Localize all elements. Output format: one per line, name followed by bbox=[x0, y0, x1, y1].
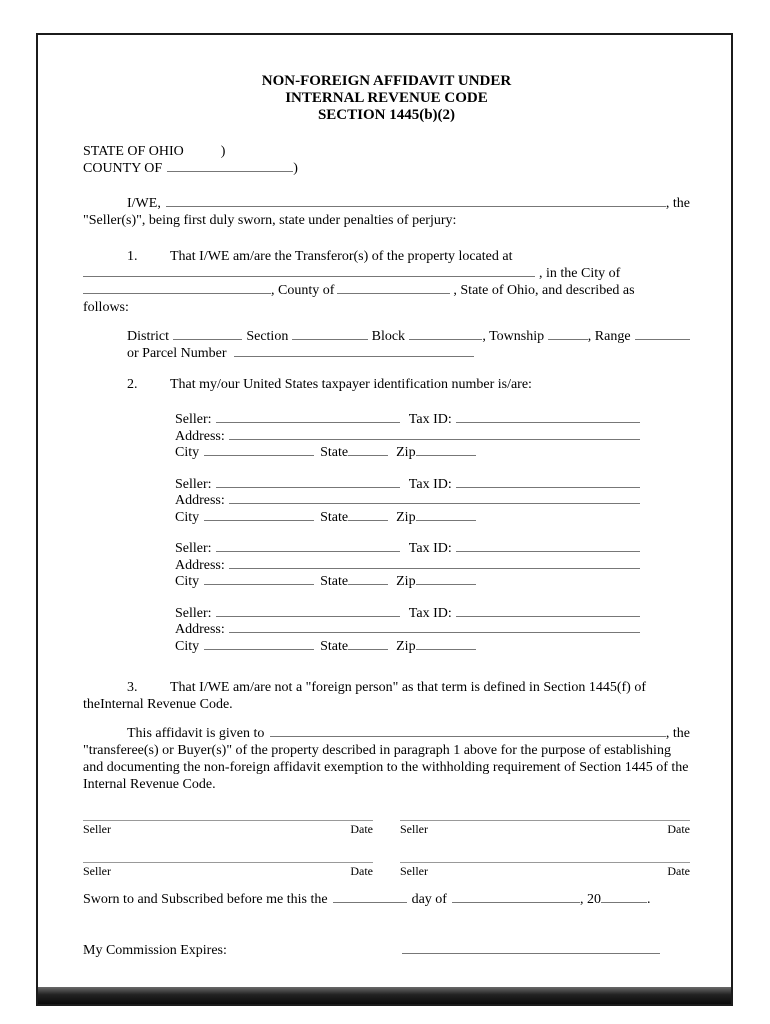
commission-date-blank bbox=[402, 942, 660, 954]
county-paren: ) bbox=[293, 161, 298, 176]
item-1 bbox=[83, 248, 690, 316]
seller-info-block-1 bbox=[175, 411, 640, 461]
property-county-blank bbox=[337, 282, 450, 294]
item-2-number: 2. bbox=[127, 377, 138, 392]
state-blank bbox=[348, 573, 388, 585]
zip-blank bbox=[416, 573, 476, 585]
city-label: City bbox=[175, 638, 200, 654]
day-blank bbox=[333, 891, 407, 903]
address-label: Address: bbox=[175, 428, 225, 444]
section-label: Section bbox=[246, 329, 289, 344]
affidavit-body: "transferee(s) or Buyer(s)" of the property described in paragraph 1 above for the purpose of establishing and documenting the non-foreign affidavit exemption to the withholding requirement of Section 1445 of the Internal Revenue Code. bbox=[83, 743, 689, 792]
state-label: State bbox=[320, 445, 349, 460]
district-label: District bbox=[127, 329, 169, 344]
township-blank bbox=[548, 328, 588, 340]
city-blank bbox=[204, 444, 314, 456]
tax-id-label: Tax ID: bbox=[408, 476, 452, 492]
intro-line-1 bbox=[83, 195, 690, 212]
seller-sig-label: Seller bbox=[400, 864, 428, 878]
year-blank bbox=[601, 891, 647, 903]
item-1-lead: That I/WE am/are the Transferor(s) of the property located at bbox=[170, 249, 513, 264]
seller-taxid-line bbox=[175, 476, 640, 493]
affidavit-page bbox=[36, 33, 733, 1006]
item-3-lead-line bbox=[83, 679, 690, 696]
intro-paragraph bbox=[83, 195, 690, 229]
seller-name-blank bbox=[216, 476, 400, 488]
signature-section bbox=[83, 820, 690, 878]
city-blank bbox=[204, 509, 314, 521]
follows-label: follows: bbox=[83, 300, 129, 315]
zip-label: Zip bbox=[396, 445, 416, 460]
date-sig-label: Date bbox=[667, 864, 690, 878]
seller-taxid-line bbox=[175, 540, 640, 557]
city-state-zip-line bbox=[175, 573, 640, 590]
item-3-line-1: That I/WE am/are not a "foreign person" as that term is defined in Section 1445(f) of bbox=[170, 680, 646, 695]
seller-info-block-2 bbox=[175, 476, 640, 526]
property-city-county-line bbox=[83, 282, 690, 299]
address-line bbox=[175, 557, 640, 574]
state-paren: ) bbox=[220, 144, 226, 159]
venue-block bbox=[83, 143, 690, 177]
given-to-suffix: , the bbox=[665, 726, 690, 741]
month-blank bbox=[452, 891, 580, 903]
tax-id-blank bbox=[456, 411, 640, 423]
property-street-line bbox=[83, 265, 690, 282]
page-content bbox=[38, 35, 731, 959]
affidavit-clause bbox=[83, 725, 690, 793]
zip-blank bbox=[416, 509, 476, 521]
given-to-line bbox=[83, 725, 690, 742]
commission-row bbox=[83, 942, 690, 959]
seller-sig-label: Seller bbox=[83, 822, 111, 836]
title-line-2: INTERNAL REVENUE CODE bbox=[285, 90, 488, 106]
item-2-lead-line bbox=[83, 376, 690, 393]
state-of-ohio-label: , State of Ohio, and described as bbox=[453, 283, 635, 298]
signature-row-1 bbox=[83, 820, 690, 836]
address-label: Address: bbox=[175, 493, 225, 508]
city-label: City bbox=[175, 574, 200, 589]
zip-label: Zip bbox=[396, 638, 416, 654]
address-label: Address: bbox=[175, 557, 225, 573]
state-blank bbox=[348, 509, 388, 521]
seller-taxid-line bbox=[175, 605, 640, 622]
property-street-blank bbox=[83, 265, 535, 277]
parcel-number-blank bbox=[234, 345, 474, 357]
intro-suffix: , the bbox=[665, 196, 690, 211]
item-3 bbox=[83, 679, 690, 713]
address-line bbox=[175, 492, 640, 509]
seller-name-blank bbox=[216, 540, 400, 552]
address-blank bbox=[229, 621, 640, 633]
state-label: STATE OF OHIO bbox=[83, 144, 184, 159]
tax-id-blank bbox=[456, 540, 640, 552]
item-3-number: 3. bbox=[127, 680, 138, 695]
city-state-zip-line bbox=[175, 638, 640, 655]
seller-info-block-3 bbox=[175, 540, 640, 590]
city-label: City bbox=[175, 509, 200, 525]
address-blank bbox=[229, 492, 640, 504]
parcel-label: or Parcel Number bbox=[127, 346, 227, 361]
seller-label: Seller: bbox=[175, 541, 212, 556]
zip-blank bbox=[416, 638, 476, 650]
seller-label: Seller: bbox=[175, 605, 212, 621]
transferee-name-blank bbox=[270, 725, 666, 737]
city-blank bbox=[204, 573, 314, 585]
legal-description bbox=[83, 328, 690, 362]
seller-label: Seller: bbox=[175, 476, 212, 492]
range-blank bbox=[635, 328, 690, 340]
signature-row-2 bbox=[83, 862, 690, 878]
title-line-3: SECTION 1445(b)(2) bbox=[317, 107, 456, 123]
county-of-label: , County of bbox=[271, 283, 335, 298]
tax-id-label: Tax ID: bbox=[408, 541, 452, 556]
intro-line-2: "Seller(s)", being first duly sworn, state under penalties of perjury: bbox=[83, 213, 457, 228]
state-line bbox=[83, 143, 690, 160]
address-blank bbox=[229, 428, 640, 440]
district-section-block-line bbox=[127, 328, 690, 345]
city-blank bbox=[204, 638, 314, 650]
year-prefix-label: , 20 bbox=[579, 892, 601, 907]
sworn-label: Sworn to and Subscribed before me this the bbox=[83, 892, 328, 907]
seller-info-block-4 bbox=[175, 605, 640, 655]
address-line bbox=[175, 621, 640, 638]
title-line-1: NON-FOREIGN AFFIDAVIT UNDER bbox=[261, 73, 512, 89]
tax-id-label: Tax ID: bbox=[408, 412, 452, 427]
seller-sig-label: Seller bbox=[400, 822, 428, 836]
signature-block-seller-2 bbox=[400, 820, 690, 836]
notary-jurat-line bbox=[83, 891, 690, 908]
address-label: Address: bbox=[175, 622, 225, 637]
zip-blank bbox=[416, 444, 476, 456]
commission-label: My Commission Expires: bbox=[83, 943, 227, 958]
state-blank bbox=[348, 638, 388, 650]
county-label: COUNTY OF bbox=[83, 161, 163, 176]
item-1-number: 1. bbox=[127, 249, 138, 264]
block-label: Block bbox=[371, 329, 406, 344]
address-line bbox=[175, 428, 640, 445]
seller-sig-label: Seller bbox=[83, 864, 111, 878]
item-1-lead-line bbox=[83, 248, 690, 265]
zip-label: Zip bbox=[396, 574, 416, 589]
seller-taxid-line bbox=[175, 411, 640, 428]
date-sig-label: Date bbox=[350, 864, 373, 878]
county-line bbox=[83, 160, 690, 177]
signature-block-seller-3 bbox=[83, 862, 373, 878]
seller-name-blank bbox=[216, 605, 400, 617]
county-name-blank bbox=[167, 160, 293, 172]
scan-artifact-bar bbox=[38, 987, 731, 1004]
district-blank bbox=[173, 328, 242, 340]
city-label: City bbox=[175, 445, 200, 460]
seller-names-blank bbox=[166, 195, 666, 207]
seller-label: Seller: bbox=[175, 412, 212, 427]
tax-id-blank bbox=[456, 605, 640, 617]
document-title bbox=[83, 73, 690, 124]
date-sig-label: Date bbox=[667, 822, 690, 836]
iwe-label: I/WE, bbox=[127, 196, 161, 211]
given-to-label: This affidavit is given to bbox=[127, 726, 265, 741]
city-state-zip-line bbox=[175, 444, 640, 461]
block-blank bbox=[409, 328, 482, 340]
state-label: State bbox=[320, 509, 349, 525]
jurat-period: . bbox=[646, 892, 651, 907]
seller-name-blank bbox=[216, 411, 400, 423]
state-blank bbox=[348, 444, 388, 456]
item-3-line-2: theInternal Revenue Code. bbox=[83, 697, 233, 712]
parcel-number-line bbox=[127, 345, 690, 362]
zip-label: Zip bbox=[396, 509, 416, 525]
tax-id-blank bbox=[456, 476, 640, 488]
state-label: State bbox=[320, 638, 349, 654]
date-sig-label: Date bbox=[350, 822, 373, 836]
signature-block-seller-1 bbox=[83, 820, 373, 836]
city-suffix-label: , in the City of bbox=[539, 266, 621, 281]
signature-block-seller-4 bbox=[400, 862, 690, 878]
range-label: , Range bbox=[587, 329, 631, 344]
item-2 bbox=[83, 376, 690, 393]
state-label: State bbox=[320, 574, 349, 589]
property-city-blank bbox=[83, 282, 271, 294]
taxpayer-blocks bbox=[83, 411, 690, 654]
item-2-text: That my/our United States taxpayer identification number is/are: bbox=[170, 377, 532, 392]
address-blank bbox=[229, 557, 640, 569]
township-label: , Township bbox=[482, 329, 545, 344]
day-of-label: day of bbox=[411, 892, 447, 907]
city-state-zip-line bbox=[175, 509, 640, 526]
section-blank bbox=[292, 328, 367, 340]
tax-id-label: Tax ID: bbox=[408, 605, 452, 621]
